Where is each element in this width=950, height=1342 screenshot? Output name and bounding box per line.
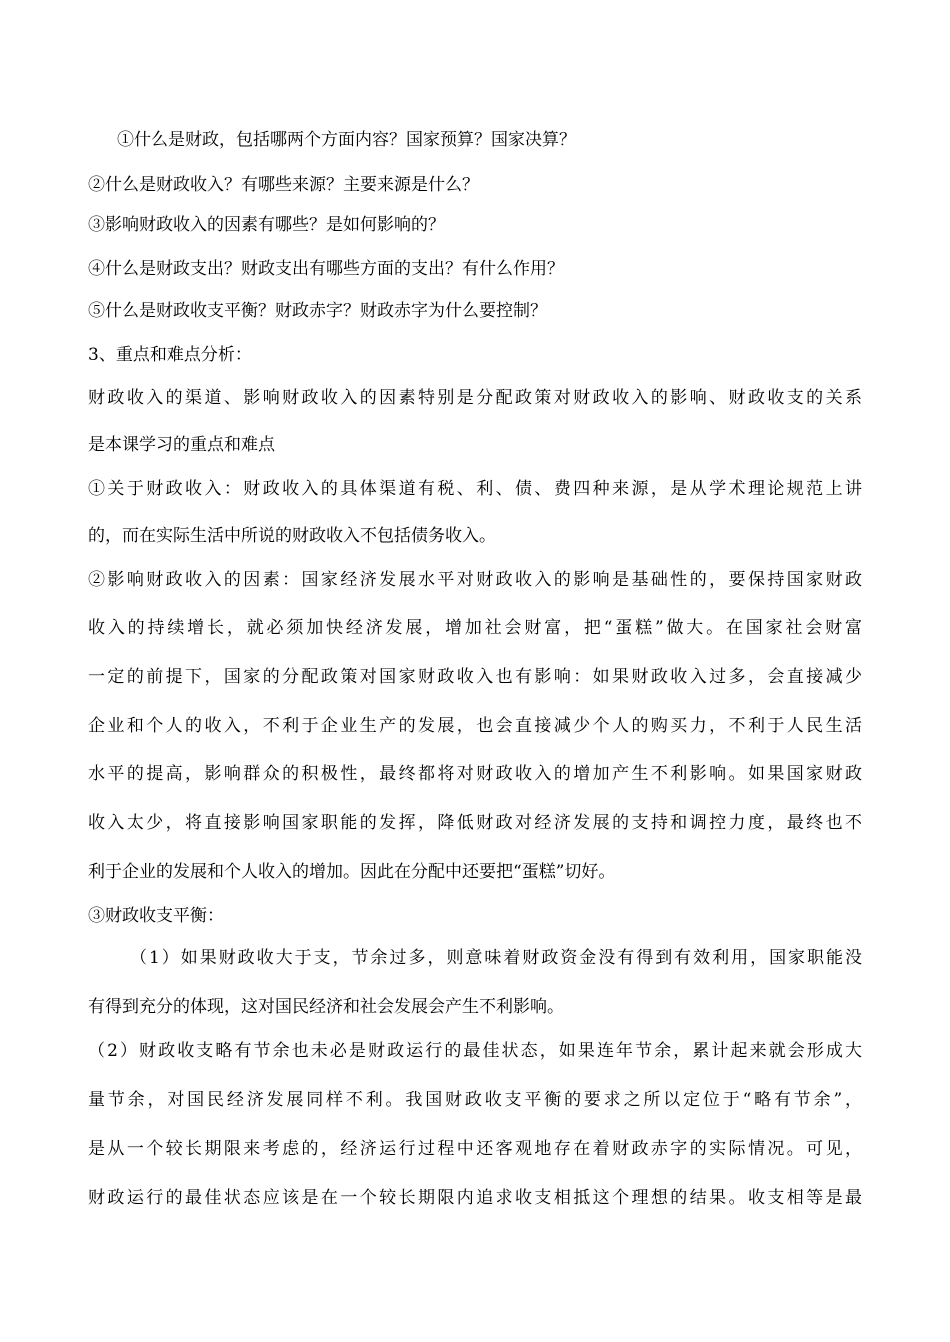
point2-line-6: 收入太少，将直接影响国家职能的发挥，降低财政对经济发展的支持和调控力度，最终也不 bbox=[88, 813, 862, 833]
point2-line-4: 企业和个人的收入，不利于企业生产的发展，也会直接减少个人的购买力，不利于人民生活 bbox=[88, 716, 862, 736]
point3-sub1-line-2: 有得到充分的体现，这对国民经济和社会发展会产生不利影响。 bbox=[88, 997, 564, 1017]
question-1: ①什么是财政，包括哪两个方面内容？国家预算？国家决算？ bbox=[117, 130, 576, 150]
point3-sub1-line-1: （1）如果财政收大于支，节余过多，则意味着财政资金没有得到有效利用，国家职能没 bbox=[130, 948, 862, 968]
question-2: ②什么是财政收入？有哪些来源？主要来源是什么？ bbox=[88, 175, 479, 195]
question-3: ③影响财政收入的因素有哪些？是如何影响的？ bbox=[88, 215, 445, 235]
point2-line-3: 一定的前提下，国家的分配政策对国家财政收入也有影响：如果财政收入过多，会直接减少 bbox=[88, 667, 862, 687]
question-5: ⑤什么是财政收支平衡？财政赤字？财政赤字为什么要控制？ bbox=[88, 301, 547, 321]
point2-line-5: 水平的提高，影响群众的积极性，最终都将对财政收入的增加产生不利影响。如果国家财政 bbox=[88, 764, 862, 784]
point2-line-1: ②影响财政收入的因素：国家经济发展水平对财政收入的影响是基础性的，要保持国家财政 bbox=[88, 570, 862, 590]
point3-heading: ③财政收支平衡： bbox=[88, 906, 224, 926]
point2-line-2: 收入的持续增长，就必须加快经济发展，增加社会财富，把“蛋糕”做大。在国家社会财富 bbox=[88, 618, 862, 638]
point2-line-7: 利于企业的发展和个人收入的增加。因此在分配中还要把“蛋糕”切好。 bbox=[88, 862, 616, 882]
section-heading: 3、重点和难点分析： bbox=[88, 345, 252, 365]
point3-sub2-line-4: 财政运行的最佳状态应该是在一个较长期限内追求收支相抵这个理想的结果。收支相等是最 bbox=[88, 1188, 862, 1208]
intro-line-2: 是本课学习的重点和难点 bbox=[88, 435, 275, 455]
point1-line-1: ①关于财政收入：财政收入的具体渠道有税、利、债、费四种来源，是从学术理论规范上讲 bbox=[88, 479, 862, 499]
point1-line-2: 的，而在实际生活中所说的财政收入不包括债务收入。 bbox=[88, 526, 496, 546]
point3-sub2-line-2: 量节余，对国民经济发展同样不利。我国财政收支平衡的要求之所以定位于“略有节余”， bbox=[88, 1090, 862, 1110]
point3-sub2-line-1: （2）财政收支略有节余也未必是财政运行的最佳状态，如果连年节余，累计起来就会形成大 bbox=[88, 1041, 862, 1061]
intro-line-1: 财政收入的渠道、影响财政收入的因素特别是分配政策对财政收入的影响、财政收支的关系 bbox=[88, 388, 862, 408]
question-4: ④什么是财政支出？财政支出有哪些方面的支出？有什么作用？ bbox=[88, 259, 564, 279]
point3-sub2-line-3: 是从一个较长期限来考虑的，经济运行过程中还客观地存在着财政赤字的实际情况。可见， bbox=[88, 1139, 862, 1159]
